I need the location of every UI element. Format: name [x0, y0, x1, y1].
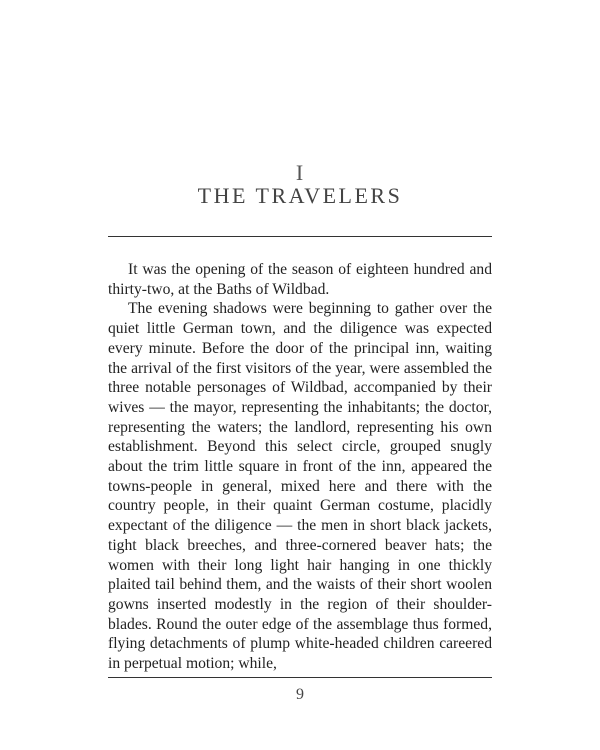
header-divider: [108, 236, 492, 237]
paragraph: The evening shadows were beginning to gather over the quiet little German town, and the diligence was expected every minute. Before the door of the principal inn, waiting the arrival of the first visitors of the year, were assembled the three notable personages of Wildbad, accompanied by their wives — the mayor, representing the inhabitants; the doctor, representing the waters; the landlord, representing his own establishment. Beyond this select circle, grouped snugly about the trim little square in front of the inn, appeared the towns-people in general, mixed here and there with the country people, in their quaint German costume, placidly expectant of the diligence — the men in short black jackets, tight black breeches, and three-cornered beaver hats; the women with their long light hair hanging in one thickly plaited tail behind them, and the waists of their short woolen gowns inserted modestly in the region of their shoulder-blades. Round the outer edge of the assemblage thus formed, flying detachments of plump white-headed children careered in perpetual motion; while,: [108, 300, 492, 673]
paragraph: It was the opening of the season of eighteen hundred and thirty-two, at the Baths of Wildbad.: [108, 261, 492, 298]
body-text: [108, 260, 492, 674]
page-number: 9: [296, 686, 304, 703]
chapter-title: THE TRAVELERS: [197, 183, 403, 208]
chapter-number: I: [295, 160, 305, 185]
footer-divider: [108, 677, 492, 678]
